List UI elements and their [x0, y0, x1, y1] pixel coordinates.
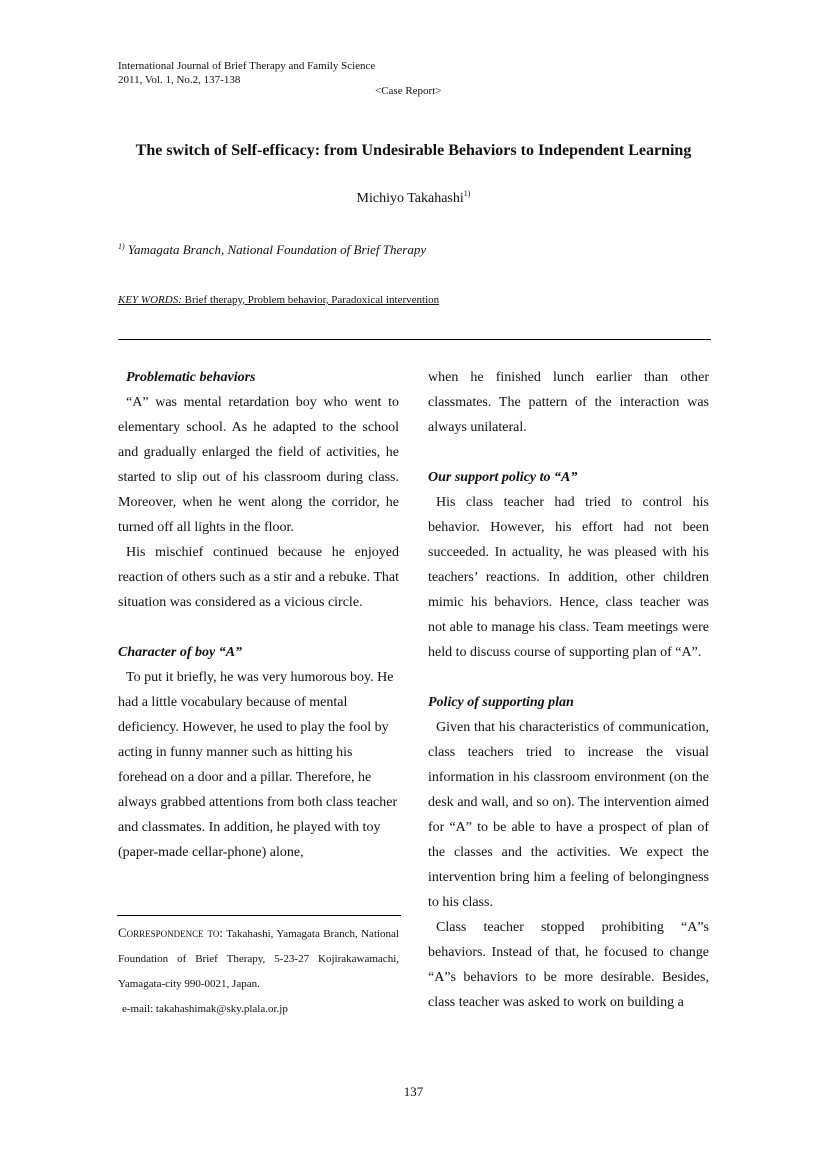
- journal-name: International Journal of Brief Therapy and Family Science: [118, 60, 376, 72]
- correspondence-text: Takahashi, Yamagata Branch, National Foundation of Brief Therapy, 5-23-27 Kojirakawamachi, Yamagata-city 990-0021, Japan.: [118, 928, 399, 990]
- affiliation-superscript: 1): [118, 242, 125, 251]
- article-type: <Case Report>: [375, 85, 442, 97]
- journal-header: [118, 59, 375, 87]
- section-heading-problematic-behaviors: Problematic behaviors: [126, 370, 256, 385]
- volume-info: 2011, Vol. 1, No.2, 137-138: [118, 74, 241, 86]
- correspondence-email: e-mail: takahashimak@sky.plala.or.jp: [122, 1003, 288, 1015]
- affiliation: [118, 242, 426, 258]
- correspondence: [118, 920, 399, 1022]
- right-column: [428, 365, 709, 1015]
- correspondence-label: Correspondence to:: [118, 925, 224, 940]
- page-number: 137: [403, 1084, 424, 1099]
- author-name: Michiyo Takahashi: [356, 191, 464, 206]
- keywords-label: KEY WORDS:: [118, 294, 182, 306]
- author-line: [0, 191, 827, 207]
- section-heading-character: Character of boy “A”: [118, 645, 243, 660]
- paragraph: when he finished lunch earlier than other classmates. The pattern of the interaction was always unilateral.: [428, 370, 709, 435]
- affiliation-text: Yamagata Branch, National Foundation of Brief Therapy: [127, 242, 427, 257]
- paragraph: Class teacher stopped prohibiting “A”s behaviors. Instead of that, he focused to change “A”s behaviors to be more desirable. Besides, class teacher was asked to work on building a: [428, 920, 709, 1010]
- header-divider: [118, 339, 711, 340]
- author-superscript: 1): [463, 189, 471, 198]
- paragraph: His mischief continued because he enjoyed reaction of others such as a stir and a rebuke. That situation was considered as a vicious circle.: [118, 545, 399, 610]
- article-title: The switch of Self-efficacy: from Undesirable Behaviors to Independent Learning: [135, 142, 692, 159]
- paragraph: “A” was mental retardation boy who went to elementary school. As he adapted to the school and gradually enlarged the field of activities, he started to slip out of his classroom during class. Moreover, when he went along the corridor, he turned off all lights in the floor.: [118, 395, 399, 535]
- paragraph: Given that his characteristics of communication, class teachers tried to increase the visual information in his classroom environment (on the desk and wall, and so on). The intervention aimed for “A” to be able to have a prospect of plan of the classes and the activities. We expect the intervention bring him a feeling of belongingness to his class.: [428, 720, 709, 910]
- footnote-divider: [117, 915, 401, 916]
- keywords-text: Brief therapy, Problem behavior, Paradoxical intervention: [184, 294, 440, 306]
- left-column: [118, 365, 399, 865]
- section-heading-policy-plan: Policy of supporting plan: [428, 695, 574, 710]
- paragraph: His class teacher had tried to control his behavior. However, his effort had not been succeeded. In actuality, he was pleased with his teachers’ reactions. In addition, other children mimic his behaviors. Hence, class teacher was not able to manage his class. Team meetings were held to discuss course of supporting plan of “A”.: [428, 495, 709, 660]
- paragraph: To put it briefly, he was very humorous boy. He had a little vocabulary because of mental deficiency. However, he used to play the fool by acting in funny manner such as hitting his forehead on a door and a pillar. Therefore, he always grabbed attentions from both class teacher and classmates. In addition, he played with toy (paper-made cellar-phone) alone,: [118, 670, 398, 860]
- keywords: [118, 294, 439, 306]
- section-heading-support-policy: Our support policy to “A”: [428, 470, 578, 485]
